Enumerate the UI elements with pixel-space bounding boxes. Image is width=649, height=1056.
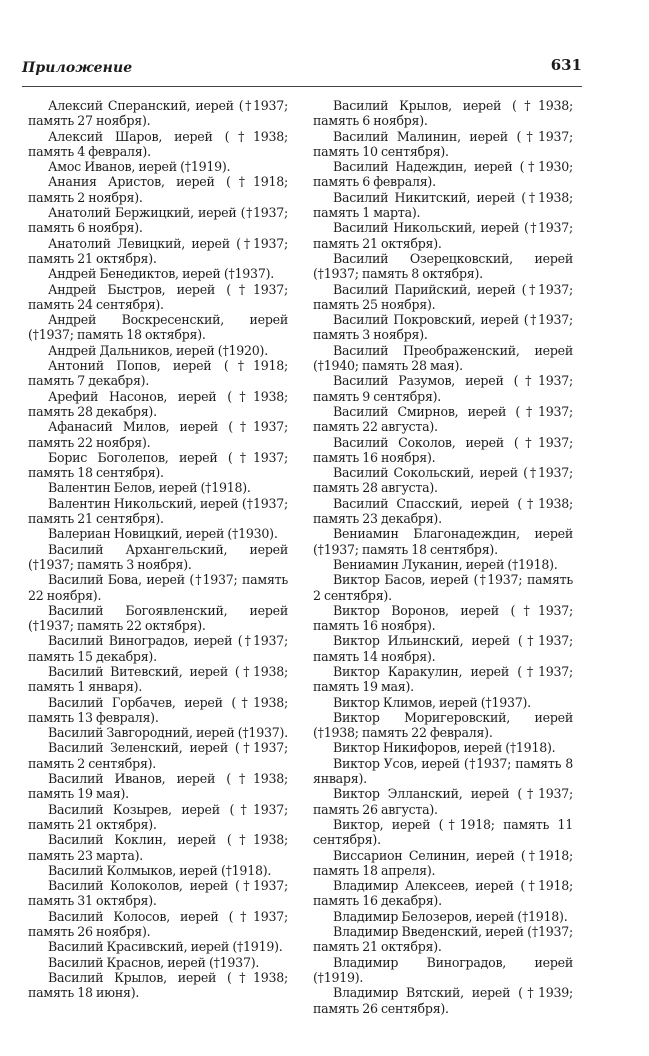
list-entry: Виктор Басов, иерей (†1937; память 2 сентября). — [313, 572, 573, 603]
list-entry: Андрей Воскресенский, иерей (†1937; память 18 октября). — [28, 312, 288, 343]
list-entry: Афанасий Милов, иерей (†1937; память 22 ноября). — [28, 419, 288, 450]
list-entry: Виктор, иерей (†1918; память 11 сентября). — [313, 816, 573, 848]
list-entry: Амос Иванов, иерей (†1919). — [48, 159, 231, 175]
list-entry: Вениамин Луканин, иерей (†1918). — [333, 556, 558, 572]
list-entry: Василий Горбачев, иерей (†1938; память 13 февраля). — [28, 694, 288, 725]
list-entry: Василий Соколов, иерей (†1937; память 16 ноября). — [313, 434, 573, 465]
list-entry: Василий Смирнов, иерей (†1937; память 22 августа). — [313, 403, 573, 435]
list-entry: Василий Малинин, иерей (†1937; память 10 сентября). — [313, 128, 573, 159]
list-entry: Василий Козырев, иерей (†1937; память 21 октября). — [28, 801, 288, 832]
list-entry: Василий Парийский, иерей (†1937; память 25 ноября). — [313, 281, 573, 312]
list-entry: Василий Никитский, иерей (†1938; память 1 марта). — [313, 189, 573, 221]
list-entry: Алексий Шаров, иерей (†1938; память 4 февраля). — [28, 128, 288, 159]
list-entry: Василий Краснов, иерей (†1937). — [48, 954, 260, 970]
running-header — [22, 56, 582, 82]
list-entry: Виссарион Селинин, иерей (†1918; память 18 апреля). — [313, 847, 573, 878]
list-entry: Виктор Ильинский, иерей (†1937; память 14 ноября). — [313, 633, 573, 664]
list-entry: Андрей Дальников, иерей (†1920). — [48, 342, 268, 358]
list-entry: Виктор Моригеровский, иерей (†1938; память 22 февраля). — [313, 709, 573, 741]
list-entry: Анания Аристов, иерей (†1918; память 2 ноября). — [28, 174, 288, 205]
list-entry: Василий Иванов, иерей (†1938; память 19 мая). — [28, 771, 288, 802]
list-entry: Василий Витевский, иерей (†1938; память 1 января). — [28, 663, 288, 695]
list-entry: Андрей Быстров, иерей (†1937; память 24 сентября). — [28, 281, 288, 312]
list-entry: Вениамин Благонадеждин, иерей (†1937; память 18 сентября). — [313, 526, 573, 557]
list-entry: Виктор Климов, иерей (†1937). — [333, 694, 531, 710]
list-entry: Владимир Виноградов, иерей (†1919). — [313, 954, 573, 985]
list-entry: Василий Спасский, иерей (†1938; память 23 декабря). — [313, 495, 573, 527]
list-entry: Василий Коклин, иерей (†1938; память 23 марта). — [28, 832, 288, 863]
list-entry: Василий Колоколов, иерей (†1937; память 31 октября). — [28, 878, 288, 909]
list-entry: Василий Никольский, иерей (†1937; память 21 октября). — [313, 220, 573, 251]
list-entry: Виктор Никифоров, иерей (†1918). — [333, 740, 556, 756]
header-rule — [22, 86, 582, 87]
list-entry: Василий Колмыков, иерей (†1918). — [48, 862, 272, 878]
list-entry: Арефий Насонов, иерей (†1938; память 28 декабря). — [28, 388, 288, 419]
list-entry: Василий Богоявленский, иерей (†1937; память 22 октября). — [28, 602, 288, 634]
list-entry: Василий Озерецковский, иерей (†1937; память 8 октября). — [313, 250, 573, 282]
list-entry: Алексий Сперанский, иерей (†1937; память 27 ноября). — [28, 98, 288, 129]
section-title: Приложение — [22, 60, 133, 76]
list-entry: Василий Крылов, иерей (†1938; память 18 июня). — [28, 969, 288, 1001]
right-column — [313, 98, 573, 1016]
list-entry: Владимир Вятский, иерей (†1939; память 26 сентября). — [313, 985, 573, 1016]
list-entry: Владимир Белозеров, иерей (†1918). — [333, 908, 568, 924]
list-entry: Борис Боголепов, иерей (†1937; память 18 сентября). — [28, 449, 288, 481]
list-entry: Василий Преображенский, иерей (†1940; память 28 мая). — [313, 342, 573, 374]
left-column — [28, 98, 288, 1001]
list-entry: Виктор Воронов, иерей (†1937; память 16 ноября). — [313, 602, 573, 634]
list-entry: Анатолий Левицкий, иерей (†1937; память 21 октября). — [28, 235, 288, 266]
list-entry: Андрей Бенедиктов, иерей (†1937). — [48, 266, 275, 282]
list-entry: Василий Завгородний, иерей (†1937). — [48, 725, 288, 741]
list-entry: Василий Разумов, иерей (†1937; память 9 сентября). — [313, 373, 573, 404]
list-entry: Василий Зеленский, иерей (†1937; память 2 сентября). — [28, 740, 288, 771]
list-entry: Василий Колосов, иерей (†1937; память 26 ноября). — [28, 908, 288, 940]
list-entry: Анатолий Бержицкий, иерей (†1937; память 6 ноября). — [28, 205, 288, 236]
list-entry: Валериан Новицкий, иерей (†1930). — [48, 526, 278, 542]
list-entry: Василий Архангельский, иерей (†1937; память 3 ноября). — [28, 541, 288, 572]
list-entry: Василий Красивский, иерей (†1919). — [48, 939, 283, 955]
page-number: 631 — [550, 56, 582, 74]
list-entry: Василий Виноградов, иерей (†1937; память 15 декабря). — [28, 633, 288, 664]
list-entry: Василий Покровский, иерей (†1937; память 3 ноября). — [313, 312, 573, 343]
list-entry: Виктор Элланский, иерей (†1937; память 26 августа). — [313, 786, 573, 817]
list-entry: Владимир Алексеев, иерей (†1918; память 16 декабря). — [313, 878, 573, 909]
list-entry: Антоний Попов, иерей (†1918; память 7 декабря). — [28, 358, 288, 389]
list-entry: Владимир Введенский, иерей (†1937; память 21 октября). — [313, 924, 573, 955]
list-entry: Валентин Белов, иерей (†1918). — [48, 480, 251, 496]
list-entry: Василий Сокольский, иерей (†1937; память 28 августа). — [313, 465, 573, 496]
list-entry: Виктор Усов, иерей (†1937; память 8 января). — [313, 755, 573, 787]
list-entry: Виктор Каракулин, иерей (†1937; память 19 мая). — [313, 663, 573, 695]
list-entry: Василий Бова, иерей (†1937; память 22 ноября). — [28, 572, 288, 603]
list-entry: Василий Крылов, иерей (†1938; память 6 ноября). — [313, 98, 573, 129]
list-entry: Василий Надеждин, иерей (†1930; память 6 февраля). — [313, 159, 573, 190]
list-entry: Валентин Никольский, иерей (†1937; память 21 сентября). — [28, 495, 288, 527]
